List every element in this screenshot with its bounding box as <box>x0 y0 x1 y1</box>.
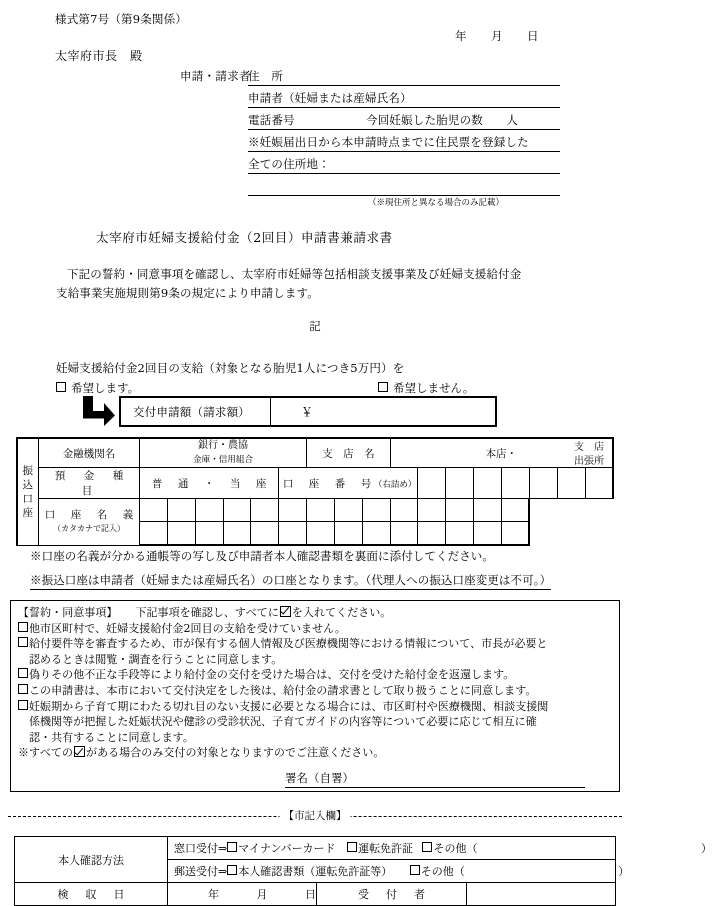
pledge-footnote-suffix: がある場合のみ交付の対象となりますのでご注意ください。 <box>86 746 385 760</box>
checkbox-icon[interactable] <box>410 865 420 875</box>
id-method-label: 本人確認方法 <box>15 837 168 883</box>
table-row <box>17 468 613 499</box>
pledge-item[interactable] <box>18 699 613 746</box>
city-section-label: 【市記入欄】 <box>280 808 351 823</box>
counter-option-other: その他（ <box>433 842 478 855</box>
address-field-label: 住 所 <box>248 69 284 83</box>
katakana-cell[interactable] <box>418 499 446 522</box>
checkbox-icon[interactable] <box>56 382 66 392</box>
katakana-cell[interactable] <box>223 522 251 546</box>
branch-suffix-stack <box>574 441 604 469</box>
account-holder-line2: （カタカナで記入） <box>53 523 125 533</box>
extra-address-field[interactable] <box>248 178 560 196</box>
ki-marker: 記 <box>309 319 321 333</box>
checkbox-icon[interactable] <box>227 842 237 852</box>
receiver-label-text: 受 付 者 <box>357 888 428 901</box>
date-day-label: 日 <box>527 29 539 43</box>
pledge-item-text: この申請書は、本市において交付決定をした後は、給付金の請求書として取り扱うことに同意します。 <box>29 683 537 697</box>
pledge-instruction-prefix: 下記事項を確認し、すべてに <box>135 606 279 619</box>
applicant-section-label: 申請・請求者 <box>180 69 251 83</box>
katakana-cell[interactable] <box>446 499 474 522</box>
table-row <box>15 883 616 906</box>
claim-amount-label: 交付申請額（請求額） <box>121 398 271 425</box>
inspection-date-label <box>15 883 168 906</box>
pledge-instruction-suffix: を入れてください。 <box>291 606 392 619</box>
branch-suffix-line1: 支 店 <box>574 442 604 453</box>
pledge-footnote <box>18 745 613 761</box>
notice-account-holder: ※振込口座は申請者（妊婦または産婦氏名）の口座となります。（代理人への振込口座変更は不可。） <box>30 572 551 590</box>
pledge-item-text: 他市区町村で、妊婦支援給付金2回目の支給を受けていません。 <box>29 621 346 635</box>
account-holder-line1: 口 座 名 義 <box>44 508 136 521</box>
pledge-item[interactable] <box>18 636 613 667</box>
katakana-cell[interactable] <box>167 499 195 522</box>
table-row <box>17 438 613 468</box>
pledge-consent-box <box>10 600 620 792</box>
signature-field[interactable] <box>285 770 585 788</box>
institution-type-line2: 金庫・信用組合 <box>192 455 254 465</box>
account-number-cell[interactable] <box>557 468 585 499</box>
address-field[interactable] <box>248 68 560 86</box>
katakana-cell[interactable] <box>501 499 529 522</box>
account-number-note: （右詰め） <box>373 479 417 490</box>
pledge-item-text: 給付要件等を審査するため、市が保有する個人情報及び医療機関等における情報について、市長が必要と <box>29 637 548 651</box>
institution-name-input[interactable] <box>140 438 307 468</box>
city-section-divider <box>8 808 622 824</box>
account-number-cell[interactable] <box>501 468 529 499</box>
deposit-type-label-text: 預 金 種 目 <box>54 470 142 497</box>
intro-paragraph <box>56 265 576 303</box>
institution-type-stack <box>140 439 306 467</box>
receiver-input[interactable] <box>466 883 615 906</box>
intro-paragraph-line2: 支給事業実施規則第9条の規定により申請します。 <box>56 286 319 300</box>
receiver-label <box>317 883 466 906</box>
table-row <box>17 499 613 522</box>
deposit-type-label <box>39 468 140 499</box>
elbow-arrow-icon <box>82 396 116 426</box>
pledge-heading: 【誓約・同意事項】 <box>18 606 118 619</box>
applicant-name-field[interactable] <box>248 90 560 108</box>
pledge-item[interactable] <box>18 667 613 683</box>
checkbox-icon[interactable] <box>227 865 237 875</box>
katakana-cell[interactable] <box>195 522 223 546</box>
wish-yes-option[interactable] <box>56 380 139 396</box>
pledge-item-text-cont: 係機関等が把握した妊娠状況や健診の受診状況、子育てガイドの内容等について必要に応じて相互に確 <box>29 715 537 729</box>
katakana-cell[interactable] <box>334 522 362 546</box>
bank-vertical-label-char: 込 <box>22 478 34 491</box>
branch-name-label: 支 店 名 <box>307 438 391 468</box>
account-number-label <box>279 468 418 499</box>
date-year-label: 年 <box>455 29 467 43</box>
institution-name-label: 金融機関名 <box>39 438 140 468</box>
wish-yes-label: 希望します。 <box>71 381 140 395</box>
katakana-cell[interactable] <box>418 522 446 546</box>
city-use-table <box>14 836 712 906</box>
notice-attachment: ※口座の名義が分かる通帳等の写し及び申請者本人確認書類を裏面に添付してください。 <box>30 549 494 563</box>
account-number-cell[interactable] <box>474 468 502 499</box>
checkbox-icon[interactable] <box>18 700 28 710</box>
deposit-type-options-text: 普 通 ・ 当 座 <box>151 477 269 490</box>
counter-option-license: 運転免許証 <box>357 842 413 855</box>
yen-symbol-icon: ￥ <box>301 405 314 419</box>
katakana-cell[interactable] <box>140 499 168 522</box>
checkbox-icon[interactable] <box>378 382 388 392</box>
date-line <box>455 28 539 44</box>
intro-paragraph-line1: 下記の誓約・同意事項を確認し、太宰府市妊婦等包括相談支援事業及び妊婦支援給付金 <box>67 267 522 281</box>
document-title: 太宰府市妊婦支援給付金（2回目）申請書兼請求書 <box>96 230 393 245</box>
residency-note-line <box>248 134 560 152</box>
pledge-item-text-cont: 認めるときは閲覧・調査を行うことに同意します。 <box>29 652 283 666</box>
branch-name-input[interactable] <box>390 438 613 468</box>
account-holder-label <box>39 499 140 546</box>
katakana-cell[interactable] <box>307 522 335 546</box>
katakana-cell[interactable] <box>223 499 251 522</box>
mail-option-other-close: ） <box>618 865 630 878</box>
account-holder-label-stack <box>39 509 139 535</box>
counter-option-other-close: ） <box>700 842 712 855</box>
katakana-cell[interactable] <box>195 499 223 522</box>
signature-label: 署名（自署） <box>285 771 354 785</box>
counter-reception-row[interactable] <box>168 837 712 860</box>
applicant-name-field-label: 申請者（妊婦または産婦氏名） <box>248 91 412 105</box>
pledge-footnote-prefix: ※すべての <box>18 746 74 760</box>
katakana-cell[interactable] <box>167 522 195 546</box>
checkbox-icon[interactable] <box>18 684 28 694</box>
mail-option-documents: 本人確認書類（運転免許証等） <box>238 865 393 878</box>
checkbox-icon[interactable] <box>18 637 28 647</box>
checked-checkbox-icon <box>74 746 85 757</box>
account-number-cell[interactable] <box>585 468 613 499</box>
mail-reception-prefix: 郵送受付⇒ <box>174 865 228 878</box>
katakana-cell[interactable] <box>446 522 474 546</box>
katakana-cell[interactable] <box>474 522 502 546</box>
claim-amount-input[interactable] <box>271 398 495 425</box>
pledge-item[interactable] <box>18 621 613 637</box>
katakana-cell[interactable] <box>140 522 168 546</box>
inspection-date-label-text: 検 収 日 <box>57 888 128 901</box>
katakana-cell[interactable] <box>251 522 279 546</box>
inspection-month-label: 月 <box>256 888 268 901</box>
table-row <box>15 837 616 860</box>
date-month-label: 月 <box>491 29 503 43</box>
bank-account-table <box>16 437 614 546</box>
account-number-cell[interactable] <box>418 468 446 499</box>
telephone-field-label: 電話番号 <box>248 113 295 127</box>
katakana-cell[interactable] <box>474 499 502 522</box>
all-addresses-field[interactable] <box>248 156 560 174</box>
form-number: 様式第7号（第9条関係） <box>55 12 188 26</box>
checkbox-icon[interactable] <box>347 842 357 852</box>
bank-vertical-label-char: 口 <box>22 492 34 505</box>
katakana-cell[interactable] <box>390 522 418 546</box>
addressee: 太宰府市長 殿 <box>55 49 143 63</box>
deposit-type-options[interactable] <box>140 468 279 499</box>
inspection-date-input[interactable] <box>168 883 317 906</box>
grant-description: 妊婦支援給付金2回目の支給（対象となる胎児1人につき5万円）を <box>56 361 405 375</box>
account-number-cell[interactable] <box>446 468 474 499</box>
checkbox-icon[interactable] <box>18 622 28 632</box>
pledge-heading-row <box>18 605 613 621</box>
institution-type-line1: 銀行・農協 <box>198 440 249 451</box>
account-number-cell[interactable] <box>529 468 557 499</box>
mail-reception-row[interactable] <box>168 860 630 883</box>
checkbox-icon[interactable] <box>18 668 28 678</box>
pledge-item-text: 妊娠期から子育て期にわたる切れ目のない支援に必要となる場合には、市区町村や医療機関、相談支援関 <box>29 699 549 713</box>
head-office-label: 本店・ <box>485 447 518 460</box>
inspection-day-label: 日 <box>305 888 316 901</box>
address-small-note: （※現住所と異なる場合のみ記載） <box>368 198 505 208</box>
branch-suffix-line2: 出張所 <box>574 456 604 467</box>
residency-note-text: ※妊娠届出日から本申請時点までに住民票を登録した <box>248 135 529 149</box>
katakana-cell[interactable] <box>362 499 390 522</box>
pledge-item-text: 偽りその他不正な手段等により給付金の交付を受けた場合は、交付を受けた給付金を返還します。 <box>29 668 515 682</box>
wish-no-option[interactable] <box>378 380 474 396</box>
bank-vertical-label <box>17 438 39 545</box>
checkbox-icon[interactable] <box>422 842 432 852</box>
katakana-cell[interactable] <box>279 499 307 522</box>
all-addresses-field-label: 全ての住所地： <box>248 157 330 171</box>
katakana-cell[interactable] <box>334 499 362 522</box>
katakana-cell[interactable] <box>390 499 418 522</box>
katakana-cell[interactable] <box>362 522 390 546</box>
mail-option-other: その他（ <box>420 865 465 878</box>
counter-option-mynumber: マイナンバーカード <box>238 842 336 855</box>
claim-amount-box <box>119 396 497 427</box>
checked-checkbox-icon <box>280 606 291 617</box>
pledge-item-text-cont: 認・共有することに同意します。 <box>29 730 194 744</box>
katakana-cell[interactable] <box>501 522 529 546</box>
bank-vertical-label-char: 座 <box>22 506 34 519</box>
katakana-cell[interactable] <box>251 499 279 522</box>
wish-no-label: 希望しません。 <box>393 381 475 395</box>
fetus-count-field-label: 今回妊娠した胎児の数 人 <box>366 113 519 127</box>
inspection-year-label: 年 <box>208 888 219 901</box>
bank-vertical-label-char: 振 <box>22 464 34 477</box>
telephone-field[interactable] <box>248 112 560 130</box>
counter-reception-prefix: 窓口受付⇒ <box>174 842 228 855</box>
account-number-label-text: 口 座 番 号 <box>282 477 374 490</box>
katakana-cell[interactable] <box>307 499 335 522</box>
katakana-cell[interactable] <box>279 522 307 546</box>
pledge-item[interactable] <box>18 683 613 699</box>
